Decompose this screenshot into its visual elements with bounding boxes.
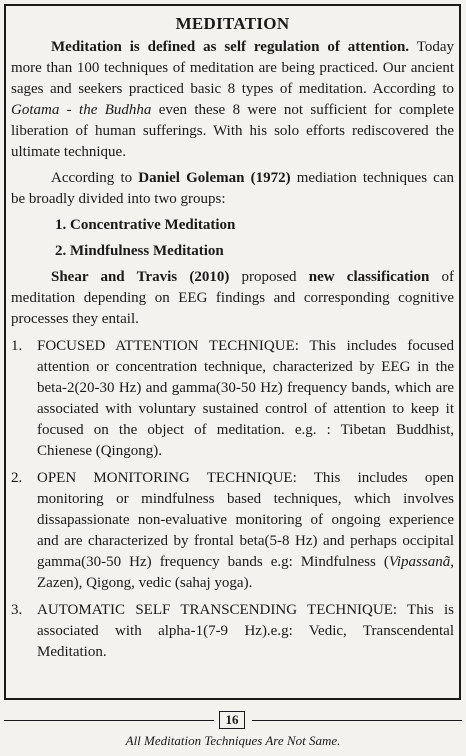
technique-number: 2. [11, 470, 23, 486]
technique-text: AUTOMATIC SELF TRANSCENDING TECHNIQUE: This is associated with alpha-1(7-9 Hz).e.g: Vedic, Transcendental Meditation. [37, 602, 454, 660]
classification-bold: new classification [308, 269, 430, 285]
content-frame [4, 4, 461, 700]
page-title: MEDITATION [175, 14, 290, 33]
goleman-bold: Daniel Goleman (1972) [138, 170, 291, 186]
paragraph-goleman [11, 168, 454, 210]
definition-bold: Meditation is defined as self regulation of attention. [51, 39, 410, 55]
paragraph-definition [11, 37, 454, 163]
goleman-text-end: mediation techniques can be broadly divided into two groups: [11, 170, 454, 207]
shear-travis-text: proposed [229, 269, 309, 285]
technique-text: FOCUSED ATTENTION TECHNIQUE: This includes focused attention or concentration technique, characterized by EEG in the beta-2(20-30 Hz) and gamma(30-50 Hz) frequency bands, which are associated with voluntary sustained control of attention to keep it focused on the object of meditation. e.g. : Tibetan Buddhist, Chienese (Qingong). [37, 338, 454, 459]
technique-item-open-monitoring [11, 468, 454, 594]
group-mindfulness: 2. Mindfulness Meditation [55, 243, 224, 259]
open-monitoring-text: OPEN MONITORING TECHNIQUE: This includes open monitoring or mindfulness based techniques, which involves dissapassionate non-evaluative monitoring of ongoing experience and are characterized by frontal beta(5-8 Hz) and perhaps occipital gamma(30-50 Hz) frequency bands e.g: Mindfulness ( [37, 470, 454, 570]
page-number: 16 [219, 711, 245, 729]
paragraph-shear-travis [11, 267, 454, 330]
technique-number: 3. [11, 602, 23, 618]
shear-travis-text-end: of meditation depending on EEG findings and corresponding cognitive processes they entail. [11, 269, 455, 327]
group-concentrative: 1. Concentrative Meditation [55, 217, 236, 233]
shear-travis-bold: Shear and Travis (2010) [51, 269, 230, 285]
vipassana-italic: Vipassanã [388, 554, 451, 570]
technique-item-self-transcending [11, 600, 454, 663]
definition-text: Today more than 100 techniques of meditation are being practiced. Our ancient sages and seekers practiced basic 8 types of meditation. According to [11, 39, 454, 97]
open-monitoring-text-end: , Zazen), Qigong, vedic (sahaj yoga). [37, 554, 454, 591]
goleman-text: According to [51, 170, 139, 186]
technique-number: 1. [11, 338, 23, 354]
gotama-italic: Gotama - the Budhha [11, 102, 152, 118]
footer-caption: All Meditation Techniques Are Not Same. [125, 733, 341, 748]
definition-text-end: even these 8 were not sufficient for complete liberation of human sufferings. With his solo efforts rediscovered the ultimate technique. [11, 102, 454, 160]
technique-item-focused [11, 336, 454, 462]
technique-text [37, 468, 454, 594]
